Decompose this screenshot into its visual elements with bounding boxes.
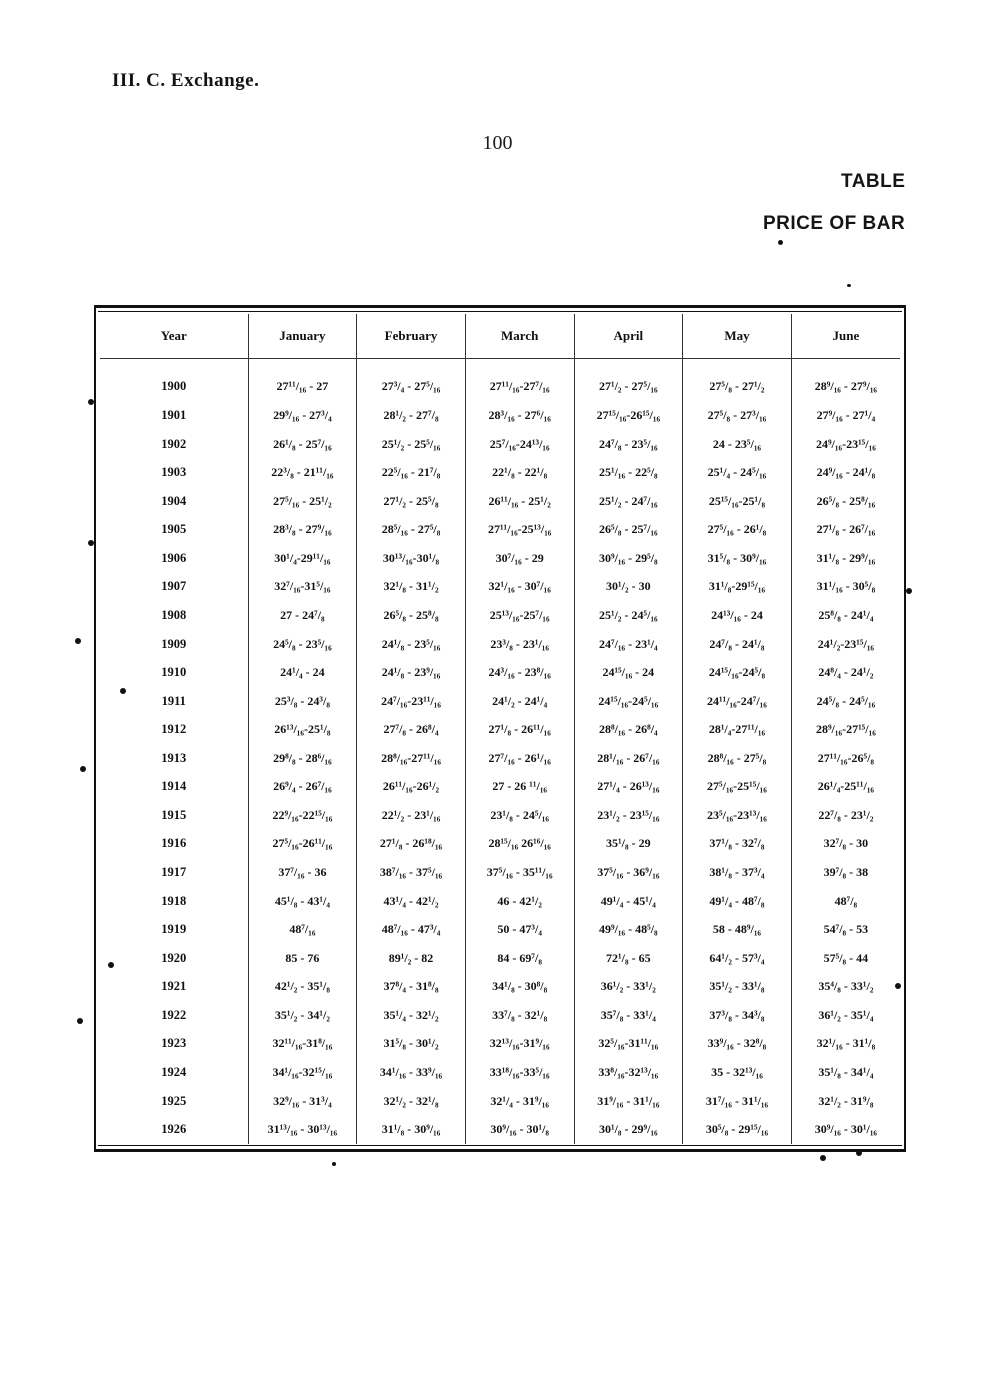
price-range-cell: 26⁹/₄ - 26⁷/₁₆ bbox=[248, 773, 357, 802]
price-range-cell: 89¹/₂ - 82 bbox=[357, 944, 466, 973]
running-head: III. C. Exchange. bbox=[112, 70, 260, 91]
year-cell: 1900 bbox=[161, 379, 187, 394]
scan-speck bbox=[75, 638, 81, 644]
price-range-cell: 22⁹/₁₆-22¹⁵/₁₆ bbox=[248, 801, 357, 830]
price-range-cell: 30¹/₈ - 29⁹/₁₆ bbox=[574, 1115, 683, 1144]
year-cell: 1920 bbox=[161, 950, 187, 965]
price-range-cell: 27¹/₄ - 26¹³/₁₆ bbox=[574, 773, 683, 802]
price-range-cell: 28⁸/₁₆-27¹¹/₁₆ bbox=[357, 744, 466, 773]
price-range-cell: 27⁵/₈ - 27¹/₂ bbox=[683, 373, 792, 402]
year-cell: 1902 bbox=[161, 436, 187, 451]
price-range-cell: 27¹¹/₁₆-26⁵/₈ bbox=[791, 744, 900, 773]
price-range-cell: 64¹/₂ - 57³/₄ bbox=[683, 944, 792, 973]
year-cell: 1905 bbox=[161, 522, 187, 537]
table-row bbox=[100, 973, 900, 1002]
price-range-cell: 22³/₈ - 21¹¹/₁₆ bbox=[248, 458, 357, 487]
price-range-cell: 25⁸/₈ - 24¹/₄ bbox=[791, 601, 900, 630]
price-range-cell: 49⁹/₁₆ - 48⁵/₈ bbox=[574, 915, 683, 944]
year-cell: 1910 bbox=[161, 665, 187, 680]
price-range-cell: 27⁵/₁₆ - 25¹/₂ bbox=[248, 487, 357, 516]
price-range-cell: 49¹/₄ - 45¹/₄ bbox=[574, 887, 683, 916]
scan-speck bbox=[332, 1162, 336, 1166]
price-range-cell: 32⁵/₁₆-31¹¹/₁₆ bbox=[574, 1030, 683, 1059]
table-row bbox=[100, 1087, 900, 1116]
year-cell: 1912 bbox=[161, 722, 187, 737]
year-cell: 1925 bbox=[161, 1093, 187, 1108]
table-row bbox=[100, 801, 900, 830]
year-cell: 1914 bbox=[161, 779, 187, 794]
price-range-cell: 49¹/₄ - 48⁷/₈ bbox=[683, 887, 792, 916]
spacer-row bbox=[100, 359, 900, 373]
price-range-cell: 28⁹/₁₆ - 27⁹/₁₆ bbox=[791, 373, 900, 402]
price-range-cell: 33⁹/₁₆ - 32⁸/₈ bbox=[683, 1030, 792, 1059]
table-row bbox=[100, 715, 900, 744]
price-range-cell: 29⁸/₈ - 28⁶/₁₆ bbox=[248, 744, 357, 773]
price-range-cell: 27¹/₂ - 27⁵/₁₆ bbox=[574, 373, 683, 402]
price-range-cell: 85 - 76 bbox=[248, 944, 357, 973]
price-range-cell: 22⁷/₈ - 23¹/₂ bbox=[791, 801, 900, 830]
price-range-cell: 27⁵/₈ - 27³/₁₆ bbox=[683, 401, 792, 430]
price-range-cell: 24⁵/₈ - 24⁵/₁₆ bbox=[791, 687, 900, 716]
table-row bbox=[100, 1001, 900, 1030]
column-header: February bbox=[357, 314, 466, 359]
table-row bbox=[100, 658, 900, 687]
table-row bbox=[100, 430, 900, 459]
price-range-cell: 35⁴/₈ - 33¹/₂ bbox=[791, 973, 900, 1002]
price-range-cell: 48⁷/₁₆ bbox=[248, 915, 357, 944]
price-range-cell: 23¹/₂ - 23¹⁵/₁₆ bbox=[574, 801, 683, 830]
price-range-cell: 45¹/₈ - 43¹/₄ bbox=[248, 887, 357, 916]
table-row bbox=[100, 1115, 900, 1144]
price-range-cell: 38¹/₈ - 37³/₄ bbox=[683, 858, 792, 887]
price-range-cell: 43¹/₄ - 42¹/₂ bbox=[357, 887, 466, 916]
table-row bbox=[100, 373, 900, 402]
price-range-cell: 26⁵/₈ - 25⁸/₈ bbox=[357, 601, 466, 630]
price-range-cell: 32¹/₁₆ - 30⁷/₁₆ bbox=[465, 573, 574, 602]
price-range-cell: 31¹/₈ - 29⁹/₁₆ bbox=[791, 544, 900, 573]
price-range-cell: 27¹/₈ - 26¹⁸/₁₆ bbox=[357, 830, 466, 859]
price-range-cell: 27¹⁵/₁₆-26¹⁵/₁₆ bbox=[574, 401, 683, 430]
price-range-cell: 24⁷/₈ - 24¹/₈ bbox=[683, 630, 792, 659]
price-range-cell: 23¹/₈ - 24⁵/₁₆ bbox=[465, 801, 574, 830]
price-range-cell: 54⁷/₈ - 53 bbox=[791, 915, 900, 944]
price-range-cell: 31¹/₈ - 30⁹/₁₆ bbox=[357, 1115, 466, 1144]
price-range-cell: 23³/₈ - 23¹/₁₆ bbox=[465, 630, 574, 659]
bar-price-table bbox=[100, 314, 900, 1144]
year-cell: 1918 bbox=[161, 893, 187, 908]
price-range-cell: 32¹/₁₆ - 31¹/₈ bbox=[791, 1030, 900, 1059]
price-range-cell: 30⁹/₁₆ - 29⁵/₈ bbox=[574, 544, 683, 573]
price-range-cell: 38⁷/₁₆ - 37⁵/₁₆ bbox=[357, 858, 466, 887]
price-range-cell: 35¹/₂ - 34¹/₂ bbox=[248, 1001, 357, 1030]
price-range-cell: 26¹/₈ - 25⁷/₁₆ bbox=[248, 430, 357, 459]
year-cell: 1917 bbox=[161, 865, 187, 880]
price-range-cell: 32⁷/₈ - 30 bbox=[791, 830, 900, 859]
price-range-cell: 35⁷/₈ - 33¹/₄ bbox=[574, 1001, 683, 1030]
price-range-cell: 30¹/₂ - 30 bbox=[574, 573, 683, 602]
year-cell: 1908 bbox=[161, 607, 187, 622]
price-range-cell: 31¹/₁₆ - 30⁵/₈ bbox=[791, 573, 900, 602]
price-range-cell: 27⁹/₁₆ - 27¹/₄ bbox=[791, 401, 900, 430]
price-range-cell: 24⁹/₁₆-23¹⁵/₁₆ bbox=[791, 430, 900, 459]
scan-speck bbox=[77, 1018, 83, 1024]
price-range-cell: 37³/₈ - 34³/₈ bbox=[683, 1001, 792, 1030]
price-range-cell: 28³/₈ - 27⁹/₁₆ bbox=[248, 516, 357, 545]
price-range-cell: 27¹¹/₁₆ - 27 bbox=[248, 373, 357, 402]
price-range-cell: 32⁷/₁₆-31⁵/₁₆ bbox=[248, 573, 357, 602]
table-row bbox=[100, 573, 900, 602]
price-range-cell: 35 - 32¹³/₁₆ bbox=[683, 1058, 792, 1087]
price-range-cell: 27 - 24⁷/₈ bbox=[248, 601, 357, 630]
price-range-cell: 29⁹/₁₆ - 27³/₄ bbox=[248, 401, 357, 430]
price-range-cell: 22¹/₈ - 22¹/₈ bbox=[465, 458, 574, 487]
column-header: May bbox=[683, 314, 792, 359]
page-number: 100 bbox=[482, 132, 513, 154]
year-cell: 1911 bbox=[161, 693, 186, 708]
header-row bbox=[100, 314, 900, 359]
price-range-cell: 30⁵/₈ - 29¹⁵/₁₆ bbox=[683, 1115, 792, 1144]
price-range-cell: 32¹/₂ - 32¹/₈ bbox=[357, 1087, 466, 1116]
price-range-cell: 50 - 47³/₄ bbox=[465, 915, 574, 944]
price-range-cell: 34¹/₈ - 30⁸/₈ bbox=[465, 973, 574, 1002]
year-cell: 1916 bbox=[161, 836, 187, 851]
price-range-cell: 84 - 69⁷/₈ bbox=[465, 944, 574, 973]
year-cell: 1926 bbox=[161, 1122, 187, 1137]
price-range-cell: 27¹¹/₁₆-25¹³/₁₆ bbox=[465, 516, 574, 545]
table-row bbox=[100, 516, 900, 545]
price-range-cell: 36¹/₂ - 33¹/₂ bbox=[574, 973, 683, 1002]
price-range-cell: 25¹⁵/₁₆-25¹/₈ bbox=[683, 487, 792, 516]
table-row bbox=[100, 544, 900, 573]
price-range-cell: 32¹/₈ - 31¹/₂ bbox=[357, 573, 466, 602]
price-range-cell: 27⁵/₁₆-25¹⁵/₁₆ bbox=[683, 773, 792, 802]
price-range-cell: 31⁹/₁₆ - 31¹/₁₆ bbox=[574, 1087, 683, 1116]
price-range-cell: 24¹⁵/₁₆-24⁵/₁₆ bbox=[574, 687, 683, 716]
price-range-cell: 27³/₄ - 27⁵/₁₆ bbox=[357, 373, 466, 402]
table-row bbox=[100, 458, 900, 487]
price-range-cell: 36¹/₂ - 35¹/₄ bbox=[791, 1001, 900, 1030]
price-range-cell: 28³/₁₆ - 27⁶/₁₆ bbox=[465, 401, 574, 430]
price-range-cell: 25¹/₂ - 24⁷/₁₆ bbox=[574, 487, 683, 516]
price-range-cell: 25⁷/₁₆-24¹³/₁₆ bbox=[465, 430, 574, 459]
table-title: TABLE bbox=[841, 171, 906, 192]
price-range-cell: 31⁵/₈ - 30⁹/₁₆ bbox=[683, 544, 792, 573]
price-range-cell: 25³/₈ - 24³/₈ bbox=[248, 687, 357, 716]
price-range-cell: 24⁸/₄ - 24¹/₂ bbox=[791, 658, 900, 687]
price-range-cell: 48⁷/₈ bbox=[791, 887, 900, 916]
year-cell: 1907 bbox=[161, 579, 187, 594]
price-range-cell: 27 - 26 ¹¹/₁₆ bbox=[465, 773, 574, 802]
table-row bbox=[100, 744, 900, 773]
price-range-cell: 27⁵/₁₆-26¹¹/₁₆ bbox=[248, 830, 357, 859]
price-range-cell: 27⁷/₈ - 26⁸/₄ bbox=[357, 715, 466, 744]
year-cell: 1923 bbox=[161, 1036, 187, 1051]
year-cell: 1901 bbox=[161, 408, 187, 423]
table-row bbox=[100, 887, 900, 916]
price-range-cell: 26¹/₄-25¹¹/₁₆ bbox=[791, 773, 900, 802]
price-range-cell: 33⁸/₁₆-32¹³/₁₆ bbox=[574, 1058, 683, 1087]
price-range-cell: 24¹/₈ - 23⁹/₁₆ bbox=[357, 658, 466, 687]
price-range-cell: 35¹/₈ - 34¹/₄ bbox=[791, 1058, 900, 1087]
column-header: January bbox=[248, 314, 357, 359]
year-cell: 1906 bbox=[161, 550, 187, 565]
year-cell: 1921 bbox=[161, 979, 187, 994]
price-range-cell: 24¹¹/₁₆-24⁷/₁₆ bbox=[683, 687, 792, 716]
price-range-cell: 30⁷/₁₆ - 29 bbox=[465, 544, 574, 573]
price-range-cell: 28⁸/₁₆ - 27⁵/₈ bbox=[683, 744, 792, 773]
price-range-cell: 34¹/₁₆ - 33⁹/₁₆ bbox=[357, 1058, 466, 1087]
price-range-cell: 30¹³/₁₆-30¹/₈ bbox=[357, 544, 466, 573]
price-range-cell: 26¹¹/₁₆ - 25¹/₂ bbox=[465, 487, 574, 516]
scan-speck bbox=[820, 1155, 826, 1161]
table-row bbox=[100, 915, 900, 944]
price-range-cell: 28⁸/₁₆ - 26⁸/₄ bbox=[574, 715, 683, 744]
table-row bbox=[100, 830, 900, 859]
price-range-cell: 42¹/₂ - 35¹/₈ bbox=[248, 973, 357, 1002]
price-range-cell: 27¹¹/₁₆-27⁷/₁₆ bbox=[465, 373, 574, 402]
scan-speck bbox=[847, 284, 851, 287]
table-row bbox=[100, 773, 900, 802]
price-range-cell: 26¹¹/₁₆-26¹/₂ bbox=[357, 773, 466, 802]
price-range-cell: 46 - 42¹/₂ bbox=[465, 887, 574, 916]
price-range-cell: 24 - 23⁵/₁₆ bbox=[683, 430, 792, 459]
price-range-cell: 37¹/₈ - 32⁷/₈ bbox=[683, 830, 792, 859]
price-range-cell: 27⁷/₁₆ - 26¹/₁₆ bbox=[465, 744, 574, 773]
price-range-cell: 32⁹/₁₆ - 31³/₄ bbox=[248, 1087, 357, 1116]
price-range-cell: 27¹/₈ - 26⁷/₁₆ bbox=[791, 516, 900, 545]
price-range-cell: 31⁷/₁₆ - 31¹/₁₆ bbox=[683, 1087, 792, 1116]
table-row bbox=[100, 487, 900, 516]
price-range-cell: 24¹/₈ - 23⁵/₁₆ bbox=[357, 630, 466, 659]
price-range-cell: 35¹/₈ - 29 bbox=[574, 830, 683, 859]
price-range-cell: 24³/₁₆ - 23⁸/₁₆ bbox=[465, 658, 574, 687]
table-row bbox=[100, 401, 900, 430]
price-range-cell: 23⁵/₁₆-23¹³/₁₆ bbox=[683, 801, 792, 830]
price-range-cell: 32¹³/₁₆-31⁹/₁₆ bbox=[465, 1030, 574, 1059]
table-row bbox=[100, 1058, 900, 1087]
price-range-cell: 24⁹/₁₆ - 24¹/₈ bbox=[791, 458, 900, 487]
price-range-cell: 24¹⁵/₁₆-24⁵/₈ bbox=[683, 658, 792, 687]
bar-price-table-frame bbox=[94, 305, 906, 1152]
year-cell: 1924 bbox=[161, 1064, 187, 1079]
price-range-cell: 31¹/₈-29¹⁵/₁₆ bbox=[683, 573, 792, 602]
price-range-cell: 58 - 48⁹/₁₆ bbox=[683, 915, 792, 944]
price-range-cell: 37⁷/₁₆ - 36 bbox=[248, 858, 357, 887]
price-range-cell: 24¹³/₁₆ - 24 bbox=[683, 601, 792, 630]
table-row bbox=[100, 601, 900, 630]
price-range-cell: 25¹³/₁₆-25⁷/₁₆ bbox=[465, 601, 574, 630]
price-range-cell: 37⁵/₁₆ - 35¹¹/₁₆ bbox=[465, 858, 574, 887]
price-range-cell: 24⁷/₁₆ - 23¹/₄ bbox=[574, 630, 683, 659]
price-range-cell: 22¹/₂ - 23¹/₁₆ bbox=[357, 801, 466, 830]
price-range-cell: 31¹³/₁₆ - 30¹³/₁₆ bbox=[248, 1115, 357, 1144]
price-range-cell: 24⁷/₁₆-23¹¹/₁₆ bbox=[357, 687, 466, 716]
price-range-cell: 25¹/₂ - 25⁵/₁₆ bbox=[357, 430, 466, 459]
table-subtitle: PRICE OF BAR bbox=[763, 213, 906, 234]
year-cell: 1922 bbox=[161, 1007, 187, 1022]
table-row bbox=[100, 858, 900, 887]
column-header: June bbox=[791, 314, 900, 359]
price-range-cell: 22⁵/₁₆ - 21⁷/₈ bbox=[357, 458, 466, 487]
price-range-cell: 30⁹/₁₆ - 30¹/₈ bbox=[465, 1115, 574, 1144]
table-row bbox=[100, 687, 900, 716]
column-header: Year bbox=[100, 314, 248, 359]
price-range-cell: 33¹⁸/₁₆-33⁵/₁₆ bbox=[465, 1058, 574, 1087]
scan-speck bbox=[778, 240, 783, 245]
price-range-cell: 28¹/₂ - 27⁷/₈ bbox=[357, 401, 466, 430]
price-range-cell: 35¹/₂ - 33¹/₈ bbox=[683, 973, 792, 1002]
price-range-cell: 37⁸/₄ - 31⁸/₈ bbox=[357, 973, 466, 1002]
price-range-cell: 24¹/₄ - 24 bbox=[248, 658, 357, 687]
year-cell: 1904 bbox=[161, 493, 187, 508]
scan-speck bbox=[80, 766, 86, 772]
price-range-cell: 26⁵/₈ - 25⁷/₁₆ bbox=[574, 516, 683, 545]
price-range-cell: 26⁵/₈ - 25⁸/₁₆ bbox=[791, 487, 900, 516]
price-range-cell: 28¹/₄-27¹¹/₁₆ bbox=[683, 715, 792, 744]
price-range-cell: 27⁵/₁₆ - 26¹/₈ bbox=[683, 516, 792, 545]
price-range-cell: 28⁹/₁₆-27¹⁵/₁₆ bbox=[791, 715, 900, 744]
year-cell: 1915 bbox=[161, 807, 187, 822]
price-range-cell: 30⁹/₁₆ - 30¹/₁₆ bbox=[791, 1115, 900, 1144]
price-range-cell: 25¹/₂ - 24⁵/₁₆ bbox=[574, 601, 683, 630]
table-row bbox=[100, 1030, 900, 1059]
price-range-cell: 33⁷/₈ - 32¹/₈ bbox=[465, 1001, 574, 1030]
price-range-cell: 48⁷/₁₆ - 47³/₄ bbox=[357, 915, 466, 944]
price-range-cell: 24¹⁵/₁₆ - 24 bbox=[574, 658, 683, 687]
price-range-cell: 24¹/₂ - 24¹/₄ bbox=[465, 687, 574, 716]
price-range-cell: 30¹/₄-29¹¹/₁₆ bbox=[248, 544, 357, 573]
price-range-cell: 24¹/₂-23¹⁵/₁₆ bbox=[791, 630, 900, 659]
price-range-cell: 39⁷/₈ - 38 bbox=[791, 858, 900, 887]
price-range-cell: 32¹/₂ - 31⁹/₈ bbox=[791, 1087, 900, 1116]
year-cell: 1919 bbox=[161, 922, 187, 937]
price-range-cell: 24⁷/₈ - 23⁵/₁₆ bbox=[574, 430, 683, 459]
year-cell: 1903 bbox=[161, 465, 187, 480]
price-range-cell: 34¹/₁₆-32¹⁵/₁₆ bbox=[248, 1058, 357, 1087]
year-cell: 1909 bbox=[161, 636, 187, 651]
price-range-cell: 28¹⁵/₁₆ 26¹⁶/₁₆ bbox=[465, 830, 574, 859]
year-cell: 1913 bbox=[161, 750, 187, 765]
column-header: March bbox=[465, 314, 574, 359]
table-row bbox=[100, 944, 900, 973]
scan-speck bbox=[906, 588, 912, 594]
price-range-cell: 25¹/₁₆ - 22⁵/₈ bbox=[574, 458, 683, 487]
price-range-cell: 28¹/₁₆ - 26⁷/₁₆ bbox=[574, 744, 683, 773]
price-range-cell: 72¹/₈ - 65 bbox=[574, 944, 683, 973]
column-header: April bbox=[574, 314, 683, 359]
price-range-cell: 32¹/₄ - 31⁹/₁₆ bbox=[465, 1087, 574, 1116]
price-range-cell: 24⁵/₈ - 23⁵/₁₆ bbox=[248, 630, 357, 659]
price-range-cell: 28⁵/₁₆ - 27⁵/₈ bbox=[357, 516, 466, 545]
price-range-cell: 26¹³/₁₆-25¹/₈ bbox=[248, 715, 357, 744]
price-range-cell: 57⁵/₈ - 44 bbox=[791, 944, 900, 973]
price-range-cell: 37⁵/₁₆ - 36⁹/₁₆ bbox=[574, 858, 683, 887]
price-range-cell: 35¹/₄ - 32¹/₂ bbox=[357, 1001, 466, 1030]
table-row bbox=[100, 630, 900, 659]
price-range-cell: 31⁵/₈ - 30¹/₂ bbox=[357, 1030, 466, 1059]
price-range-cell: 27¹/₈ - 26¹¹/₁₆ bbox=[465, 715, 574, 744]
price-range-cell: 25¹/₄ - 24⁵/₁₆ bbox=[683, 458, 792, 487]
price-range-cell: 27¹/₂ - 25⁵/₈ bbox=[357, 487, 466, 516]
price-range-cell: 32¹¹/₁₆-31⁸/₁₆ bbox=[248, 1030, 357, 1059]
